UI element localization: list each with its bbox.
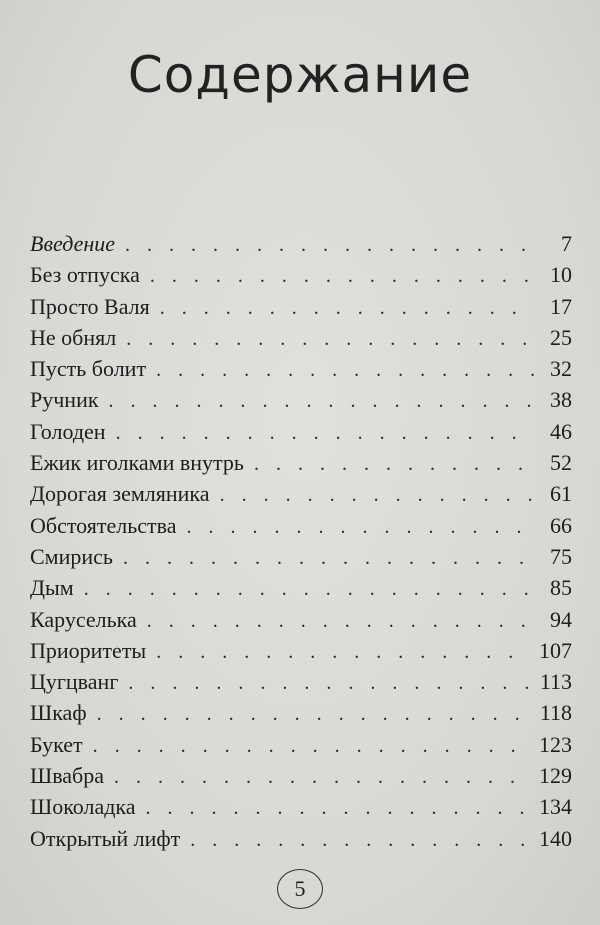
toc-entry — [30, 322, 572, 353]
toc-entry-title: Смирись — [30, 543, 113, 569]
toc-entry-title: Приоритеты — [30, 637, 147, 663]
toc-entry-title: Швабра — [30, 763, 105, 789]
toc-entry — [30, 291, 572, 322]
toc-entry-page: 38 — [550, 387, 572, 413]
dot-leader — [97, 699, 532, 730]
toc-entry-title: Голоден — [30, 418, 106, 444]
toc-entry — [30, 729, 572, 760]
dot-leader — [150, 261, 534, 292]
toc-entry — [30, 447, 572, 478]
toc-entry — [30, 259, 572, 290]
dot-leader — [93, 731, 531, 762]
toc-entry — [30, 604, 572, 635]
toc-entry-page: 118 — [539, 700, 572, 726]
toc-entry-title: Открытый лифт — [30, 825, 181, 851]
toc-entry-page: 107 — [539, 637, 572, 663]
toc-entry — [30, 541, 572, 572]
dot-leader — [160, 293, 534, 324]
page-title: Содержание — [127, 45, 473, 104]
dot-leader — [156, 637, 531, 668]
toc-entry-title: Цугцванг — [30, 669, 119, 695]
toc-entry — [30, 353, 572, 384]
toc-entry-page: 94 — [550, 606, 572, 632]
toc-entry-title: Дым — [30, 575, 74, 601]
toc-entry-page: 10 — [550, 262, 572, 288]
toc-entry-page: 46 — [550, 418, 572, 444]
toc-entry-title: Шоколадка — [30, 794, 136, 820]
dot-leader — [109, 386, 534, 417]
toc-entry-page: 7 — [561, 231, 572, 256]
toc-entry-title: Шкаф — [30, 700, 87, 726]
toc-entry-title: Без отпуска — [30, 262, 140, 288]
toc-entry — [30, 760, 572, 791]
toc-entry-page: 113 — [539, 669, 572, 695]
dot-leader — [114, 762, 531, 793]
toc-entry-title: Дорогая земляника — [30, 481, 210, 507]
toc-entry-title: Введение — [30, 231, 116, 256]
toc-entry — [30, 228, 572, 259]
toc-entry-title: Пусть болит — [30, 356, 147, 382]
dot-leader — [220, 480, 534, 511]
toc-entry-page: 75 — [550, 543, 572, 569]
toc-entry-title: Каруселька — [30, 606, 137, 632]
toc-entry — [30, 416, 572, 447]
toc-entry-page: 134 — [539, 794, 572, 820]
toc-entry — [30, 791, 572, 822]
toc-entry-title: Не обнял — [30, 324, 117, 350]
toc-entry-title: Ручник — [30, 387, 99, 413]
dot-leader — [156, 355, 534, 386]
dot-leader — [116, 418, 534, 449]
toc-entry-page: 61 — [550, 481, 572, 507]
toc-entry-page: 17 — [550, 293, 572, 319]
page-number-badge: 5 — [277, 869, 323, 909]
toc-entry-page: 123 — [539, 731, 572, 757]
toc-entry-page: 140 — [539, 825, 572, 851]
toc-entry — [30, 572, 572, 603]
dot-leader — [84, 574, 534, 605]
dot-leader — [123, 543, 534, 574]
toc-entry-title: Букет — [30, 731, 83, 757]
toc-entry — [30, 635, 572, 666]
dot-leader — [147, 606, 534, 637]
toc-entry-page: 66 — [550, 512, 572, 538]
dot-leader — [190, 825, 531, 856]
dot-leader — [146, 793, 531, 824]
dot-leader — [126, 324, 534, 355]
toc-entry-title: Ежик иголками внутрь — [30, 450, 244, 476]
toc-entry — [30, 510, 572, 541]
toc-entry — [30, 823, 572, 854]
table-of-contents — [30, 228, 572, 854]
toc-entry-title: Обстоятельства — [30, 512, 177, 538]
dot-leader — [128, 668, 531, 699]
toc-entry-title: Просто Валя — [30, 293, 150, 319]
dot-leader — [125, 230, 534, 261]
toc-entry-page: 129 — [539, 763, 572, 789]
toc-entry — [30, 384, 572, 415]
dot-leader — [187, 512, 534, 543]
toc-entry-page: 85 — [550, 575, 572, 601]
toc-entry-page: 25 — [550, 324, 572, 350]
toc-entry — [30, 478, 572, 509]
toc-entry-page: 52 — [550, 450, 572, 476]
toc-entry — [30, 697, 572, 728]
toc-entry-page: 32 — [550, 356, 572, 382]
dot-leader — [254, 449, 534, 480]
toc-entry — [30, 666, 572, 697]
